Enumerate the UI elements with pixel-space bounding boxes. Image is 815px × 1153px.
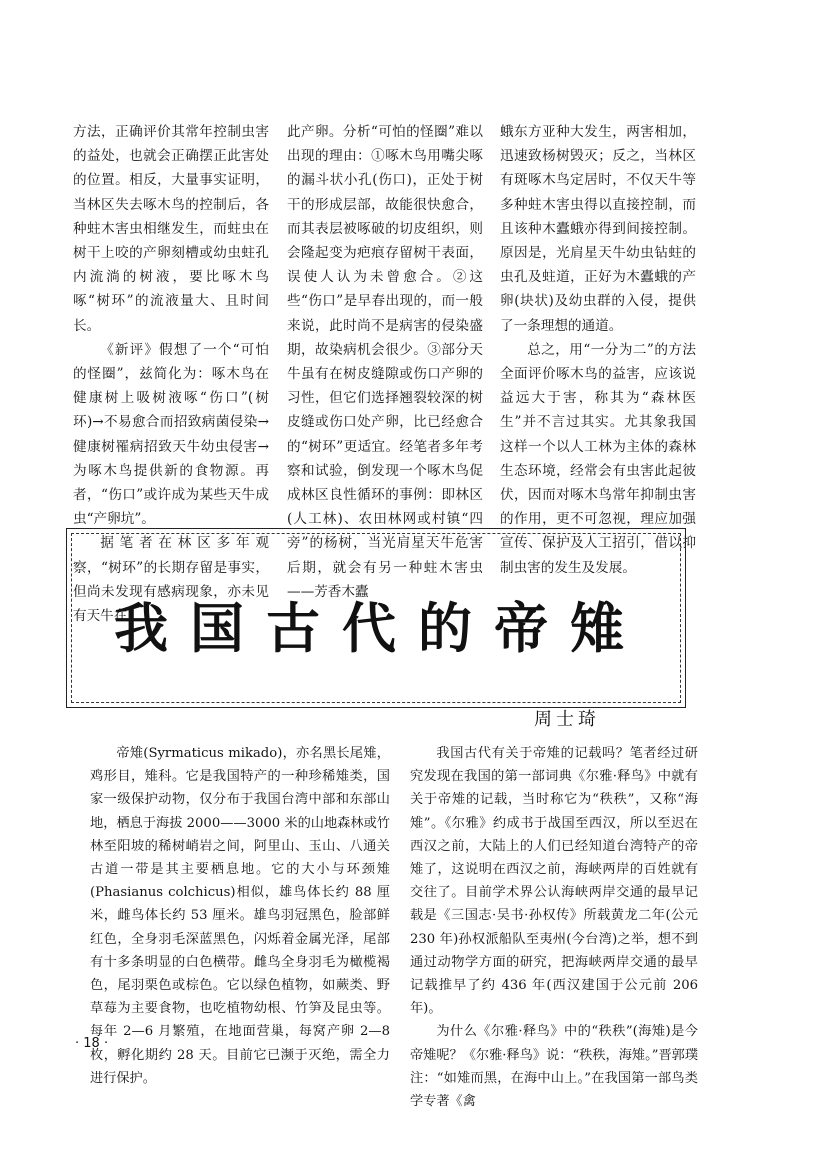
article-author: 周士琦 [528,708,606,732]
article-column-1 [90,742,390,1090]
page-number: · 18 · [75,1036,109,1051]
paragraph: 蛾东方亚种大发生，两害相加，迅速致杨树毁灭；反之，当林区有斑啄木鸟定居时，不仅天牛等多种蛀木害虫得以直接控制，而且该种木蠹蛾亦得到间接控制。原因是，光肩星天牛幼虫钻蛀的虫孔及蛀道，正好为木蠹蛾的产卵(块状)及幼虫群的入侵，提供了一条理想的通道。 [500,124,696,334]
article-column-2 [410,742,698,1113]
article-title: 我国古代的帝雉 [114,596,646,660]
paragraph: 为什么《尔雅·释鸟》中的“秩秩”(海雉)是今帝雉呢？《尔雅·释鸟》说：“秩秩，海雉。”晋郭璞注：“如雉而黑，在海中山上。”在我国第一部鸟类学专著《禽 [410,1024,699,1110]
paragraph: 帝雉(Syrmaticus mikado)，亦名黑长尾雉，鸡形目，雉科。它是我国特产的一种珍稀雉类，国家一级保护动物，仅分布于我国台湾中部和东部山地，栖息于海拔 2000——3000 米的山地森林或竹林至阳坡的稀树峭岩之间，阿里山、玉山、八通关古道一带是其主要栖息地。它的大小与环颈雉(Phasianus colchicus)相似，雄鸟体长约 88 厘米，雌鸟体长约 53 厘米。雄鸟羽冠黑色，脸部鲜红色，全身羽毛深蓝黑色，闪烁着金属光泽，尾部有十多条明显的白色横带。雌鸟全身羽毛为橄榄褐色，尾羽栗色或棕色。它以绿色植物，如蕨类、野草莓为主要食物，也吃植物幼根、竹笋及昆虫等。每年 2—6 月繁殖，在地面营巢，每窝产卵 2—8 枚，孵化期约 28 天。目前它已濒于灭绝，需全力进行保护。 [90,746,390,1086]
paragraph: 我国古代有关于帝雉的记载吗？笔者经过研究发现在我国的第一部词典《尔雅·释鸟》中就有关于帝雉的记载，当时称它为“秩秩”，又称“海雉”。《尔雅》约成书于战国至西汉，所以至迟在西汉之前，大陆上的人们已经知道台湾特产的帝雉了，这说明在西汉之前，海峡两岸的百姓就有交往了。目前学术界公认海峡两岸交通的最早记载是《三国志·吴书·孙权传》所载黄龙二年(公元 230 年)孙权派船队至夷州(今台湾)之举，想不到通过动物学方面的研究，把海峡两岸交通的最早记载推早了约 436 年(西汉建国于公元前 206 年)。 [410,746,698,1017]
paragraph: 此产卵。分析“可怕的怪圈”难以出现的理由：①啄木鸟用嘴尖啄的漏斗状小孔(伤口)，正处于树干的形成层部，故能很快愈合，而其表层被啄破的切皮组织，则会隆起变为疤痕存留树干表面，误使人认为未曾愈合。②这些“伤口”是早春出现的，而一般来说，此时尚不是病害的侵染盛期，故染病机会很少。③部分天牛虽有在树皮缝隙或伤口产卵的习性，但它们选择翘裂较深的树皮缝或伤口处产卵，比已经愈合的“树环”更适宜。经笔者多年考察和试验，倒发现一个啄木鸟促成林区良性循环的事例：即林区(人工林)、农田林网或村镇“四旁”的杨树，当光肩星天牛危害后期，就会有另一种蛀木害虫——芳香木蠹 [287,124,483,600]
paragraph: 据笔者在林区多年观察，“树环”的长期存留是事实，但尚未发现有感病现象，亦未见有天牛在 [73,535,269,625]
paragraph: 《新评》假想了一个“可怕的怪圈”，兹简化为：啄木鸟在健康树上吸树液啄“伤口”(树环)→不易愈合而招致病菌侵染→健康树罹病招致天牛幼虫侵害→为啄木鸟提供新的食物源。再者，“伤口”或许成为某些天牛成虫“产卵坑”。 [73,341,269,528]
top-column-3 [500,120,696,580]
paragraph: 方法，正确评价其常年控制虫害的益处，也就会正确摆正此害处的位置。相反，大量事实证明，当林区失去啄木鸟的控制后，各种蛀木害虫相继发生，而蛀虫在树干上咬的产卵刻槽或幼虫蛀孔内流淌的树液，要比啄木鸟啄“树环”的流液量大、且时间长。 [73,124,269,334]
paragraph: 总之，用“一分为二”的方法全面评价啄木鸟的益害，应该说益远大于害，称其为“森林医生”并不言过其实。尤其象我国这样一个以人工林为主体的森林生态环境，经常会有虫害此起彼伏，因而对啄木鸟常年抑制虫害的作用，更不可忽视，理应加强宣传、保护及人工招引，借以抑制虫害的发生及发展。 [500,341,696,576]
